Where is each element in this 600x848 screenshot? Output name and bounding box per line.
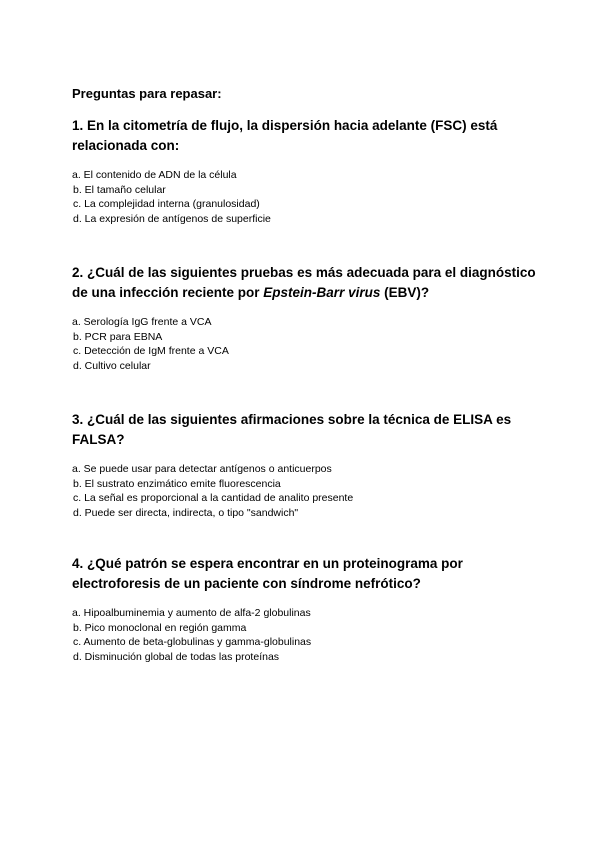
- option-b: b. Pico monoclonal en región gamma: [73, 621, 247, 634]
- option-b: b. El sustrato enzimático emite fluorescencia: [73, 477, 281, 490]
- question-2-title-end: (EBV)?: [380, 285, 430, 300]
- question-1-title: 1. En la citometría de flujo, la dispersión hacia adelante (FSC) está relacionada con:: [72, 118, 498, 153]
- question-2-title-virus: Epstein-Barr virus: [263, 285, 381, 300]
- question-3-title: 3. ¿Cuál de las siguientes afirmaciones sobre la técnica de ELISA es FALSA?: [72, 412, 512, 447]
- option-c: c. Detección de IgM frente a VCA: [73, 345, 229, 358]
- option-a: a. Serología IgG frente a VCA: [72, 316, 212, 328]
- question-2-title-start: 2. ¿Cuál de las siguientes pruebas es más adecuada para el diagnóstico de una infección reciente por: [72, 265, 536, 300]
- page-heading: Preguntas para repasar:: [72, 86, 222, 101]
- question-3-options: [72, 462, 542, 520]
- option-d: d. La expresión de antígenos de superficie: [73, 212, 271, 225]
- question-3: [72, 410, 542, 520]
- question-4-title: 4. ¿Qué patrón se espera encontrar en un proteinograma por electroforesis de un paciente con síndrome nefrótico?: [72, 556, 463, 591]
- question-4: [72, 554, 542, 664]
- option-b: b. El tamaño celular: [73, 183, 166, 196]
- question-2: [72, 263, 542, 373]
- option-b: b. PCR para EBNA: [73, 330, 163, 343]
- option-c: c. La señal es proporcional a la cantidad de analito presente: [73, 492, 354, 505]
- question-1-options: [72, 168, 542, 226]
- option-d: d. Puede ser directa, indirecta, o tipo "sandwich": [73, 506, 299, 519]
- option-d: d. Disminución global de todas las proteínas: [73, 650, 280, 663]
- question-2-options: [72, 315, 542, 373]
- question-1: [72, 116, 542, 226]
- option-c: c. La complejidad interna (granulosidad): [73, 198, 260, 211]
- question-4-options: [72, 606, 542, 664]
- option-a: a. Hipoalbuminemia y aumento de alfa-2 globulinas: [72, 607, 311, 619]
- option-a: a. Se puede usar para detectar antígenos o anticuerpos: [72, 463, 332, 475]
- option-c: c. Aumento de beta-globulinas y gamma-globulinas: [73, 636, 312, 649]
- question-2-title: [72, 263, 542, 303]
- option-d: d. Cultivo celular: [73, 359, 151, 372]
- option-a: a. El contenido de ADN de la célula: [72, 169, 237, 181]
